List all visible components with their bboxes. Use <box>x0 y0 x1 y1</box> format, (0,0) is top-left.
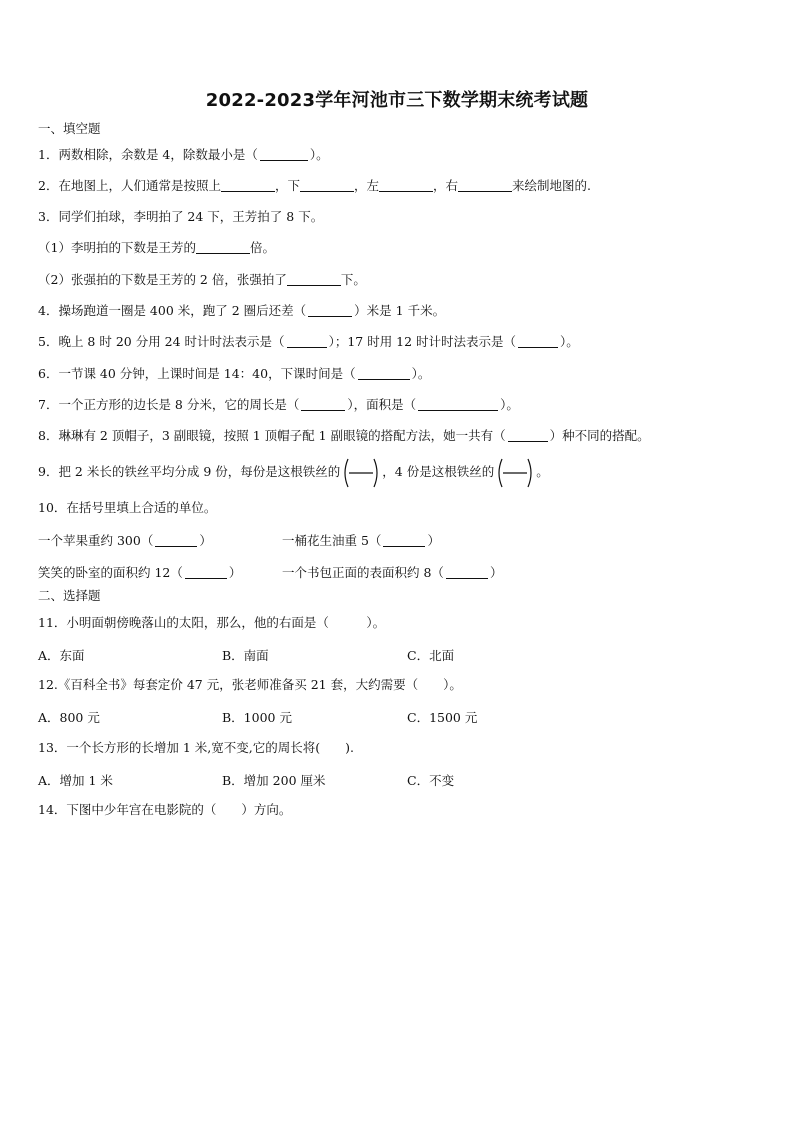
q11-option-b[interactable]: B．南面 <box>222 648 269 663</box>
q6-text-b: ）。 <box>411 366 431 381</box>
q11-option-a[interactable]: A．东面 <box>38 648 85 663</box>
q4-answer-blank[interactable] <box>308 304 352 317</box>
q2-blank-right[interactable] <box>458 179 512 192</box>
q9-text-b: ，4 份是这根铁丝的 <box>382 464 495 479</box>
question-10: 10．在括号里填上合适的单位。 <box>38 500 217 515</box>
q2-blank-up[interactable] <box>221 179 275 192</box>
q7-blank-area[interactable] <box>418 398 498 411</box>
q10-item-text: 一个书包正面的表面积约 8（ <box>282 565 444 580</box>
q13-option-c[interactable]: C．不变 <box>407 773 455 788</box>
q8-answer-blank[interactable] <box>508 429 548 442</box>
question-14: 14．下图中少年宫在电影院的（ ）方向。 <box>38 802 292 817</box>
section-choice-heading: 二、选择题 <box>38 588 101 603</box>
q13-option-a[interactable]: A．增加 1 米 <box>38 773 113 788</box>
q10-item-close: ） <box>489 565 503 580</box>
q12-option-a[interactable]: A．800 元 <box>38 710 100 725</box>
q10-item-text: 笑笑的卧室的面积约 12（ <box>38 565 183 580</box>
q2-text-c: ，左 <box>353 178 379 193</box>
q1-text-a: 1．两数相除，余数是 4，除数最小是（ <box>38 147 258 162</box>
q2-text-e: 来绘制地图的. <box>512 178 591 193</box>
q1-text-b: ）。 <box>309 147 329 162</box>
q12-option-c[interactable]: C．1500 元 <box>407 710 478 725</box>
question-13: 13．一个长方形的长增加 1 米,宽不变,它的周长将( ). <box>38 740 354 755</box>
question-11: 11．小明面朝傍晚落山的太阳，那么，他的右面是（ ）。 <box>38 615 386 630</box>
question-6 <box>38 366 430 382</box>
q8-text-b: ）种不同的搭配。 <box>549 428 650 443</box>
q11-option-c[interactable]: C．北面 <box>407 648 455 663</box>
q4-text-b: ）米是 1 千米。 <box>354 303 446 318</box>
q7-text-b: ），面积是（ <box>347 397 417 412</box>
q3-1-answer-blank[interactable] <box>196 241 250 254</box>
q5-text-b: ）；17 时用 12 时计时法表示是（ <box>328 334 517 349</box>
q7-blank-perimeter[interactable] <box>301 398 345 411</box>
q2-text-d: ，右 <box>433 178 459 193</box>
question-9 <box>38 456 549 488</box>
q4-text-a: 4．操场跑道一圈是 400 米，跑了 2 圈后还差（ <box>38 303 307 318</box>
q5-blank-12h[interactable] <box>518 335 558 348</box>
q12-option-b[interactable]: B．1000 元 <box>222 710 292 725</box>
q6-text-a: 6．一节课 40 分钟，上课时间是 14：40，下课时间是（ <box>38 366 356 381</box>
page-title: 2022-2023学年河池市三下数学期末统考试题 <box>205 90 589 111</box>
q9-fraction-blank-1[interactable] <box>342 457 380 489</box>
q10-item-close: ） <box>199 533 212 548</box>
q2-text-b: ，下 <box>274 178 300 193</box>
question-2 <box>38 178 591 194</box>
q3-2-answer-blank[interactable] <box>287 273 341 286</box>
section-fill-blank-heading: 一、填空题 <box>38 121 101 136</box>
q10-item-close: ） <box>427 533 440 548</box>
question-7 <box>38 397 519 413</box>
q2-blank-down[interactable] <box>300 179 354 192</box>
q10-item-close: ） <box>228 565 242 580</box>
question-3-part-2 <box>38 272 366 288</box>
q10-item-apple <box>38 531 212 549</box>
question-3-part-1 <box>38 240 275 256</box>
q10-item-blank[interactable] <box>383 534 425 547</box>
q3-1-text-b: 倍。 <box>249 240 275 255</box>
question-12: 12.《百科全书》每套定价 47 元，张老师准备买 21 套，大约需要（ ）。 <box>38 677 462 692</box>
q10-item-oil <box>282 531 440 549</box>
q7-text-c: ）。 <box>500 397 519 412</box>
q7-text-a: 7．一个正方形的边长是 8 分米，它的周长是（ <box>38 397 300 412</box>
q10-item-blank[interactable] <box>446 566 488 579</box>
question-8 <box>38 428 650 444</box>
q9-text-c: 。 <box>536 464 549 479</box>
q10-item-bedroom <box>38 563 241 581</box>
q9-fraction-blank-2[interactable] <box>496 457 534 489</box>
q5-text-a: 5．晚上 8 时 20 分用 24 时计时法表示是（ <box>38 334 285 349</box>
question-4 <box>38 303 445 319</box>
q3-2-text-a: （2）张强拍的下数是王芳的 2 倍，张强拍了 <box>38 272 287 287</box>
q3-1-text-a: （1）李明拍的下数是王芳的 <box>38 240 196 255</box>
q10-item-schoolbag <box>282 563 502 581</box>
q9-text-a: 9．把 2 米长的铁丝平均分成 9 份，每份是这根铁丝的 <box>38 464 341 479</box>
q5-text-c: ）。 <box>560 334 579 349</box>
q1-answer-blank[interactable] <box>260 148 308 161</box>
question-3: 3．同学们拍球，李明拍了 24 下，王芳拍了 8 下。 <box>38 209 324 224</box>
question-1 <box>38 147 329 163</box>
q13-option-b[interactable]: B．增加 200 厘米 <box>222 773 326 788</box>
q10-item-text: 一桶花生油重 5（ <box>282 533 382 548</box>
q2-blank-left[interactable] <box>379 179 433 192</box>
q6-answer-blank[interactable] <box>358 367 410 380</box>
q8-text-a: 8．琳琳有 2 顶帽子，3 副眼镜，按照 1 顶帽子配 1 副眼镜的搭配方法，她一共有（ <box>38 428 506 443</box>
q10-item-blank[interactable] <box>155 534 197 547</box>
q2-text-a: 2．在地图上，人们通常是按照上 <box>38 178 221 193</box>
fraction-bracket-icon <box>342 457 380 489</box>
q3-2-text-b: 下。 <box>340 272 366 287</box>
fraction-bracket-icon <box>496 457 534 489</box>
question-5 <box>38 334 579 350</box>
q10-item-text: 一个苹果重约 300（ <box>38 533 154 548</box>
q5-blank-24h[interactable] <box>287 335 327 348</box>
q10-item-blank[interactable] <box>185 566 227 579</box>
